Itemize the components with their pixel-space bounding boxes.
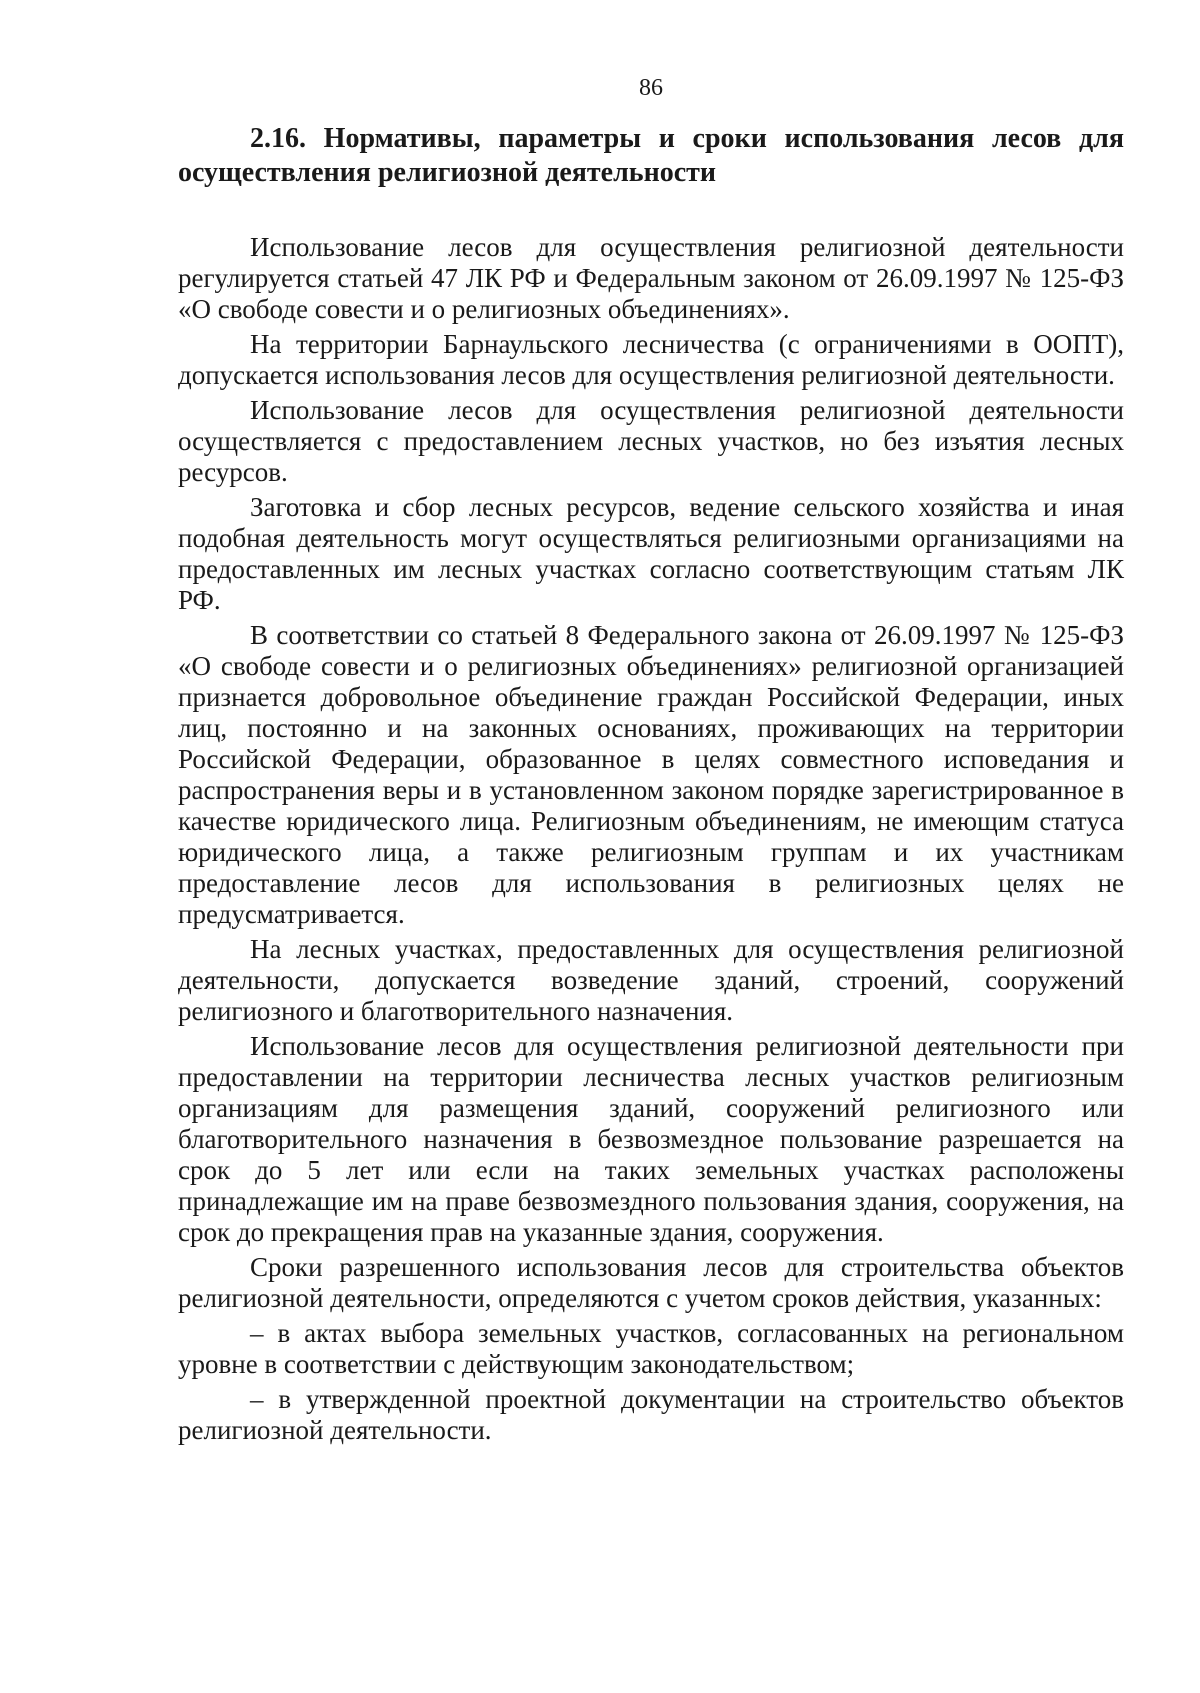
paragraph: Сроки разрешенного использования лесов для строительства объектов религиозной деятельности, определяются с учетом сроков действия, указанных: [178,1252,1124,1313]
paragraph: Использование лесов для осуществления религиозной деятельности регулируется статьей 47 ЛК РФ и Федеральным законом от 26.09.1997 № 125-ФЗ «О свободе совести и о религиозных объединениях». [178,232,1124,324]
paragraph: На территории Барнаульского лесничества (с ограничениями в ООПТ), допускается использования лесов для осуществления религиозной деятельности. [178,329,1124,390]
paragraph: На лесных участках, предоставленных для осуществления религиозной деятельности, допускается возведение зданий, строений, сооружений религиозного и благотворительного назначения. [178,934,1124,1026]
list-item: – в утвержденной проектной документации на строительство объектов религиозной деятельности. [178,1384,1124,1445]
section-heading: 2.16. Нормативы, параметры и сроки использования лесов для осуществления религиозной деятельности [178,123,1124,188]
paragraph: Использование лесов для осуществления религиозной деятельности при предоставлении на территории лесничества лесных участков религиозным организациям для размещения зданий, сооружений религиозного или благотворительного назначения в безвозмездное пользование разрешается на срок до 5 лет или если на таких земельных участках расположены принадлежащие им на праве безвозмездного пользования здания, сооружения, на срок до прекращения прав на указанные здания, сооружения. [178,1031,1124,1247]
paragraph: В соответствии со статьей 8 Федерального закона от 26.09.1997 № 125-ФЗ «О свободе совести и о религиозных объединениях» религиозной организацией признается добровольное объединение граждан Российской Федерации, иных лиц, постоянно и на законных основаниях, проживающих на территории Российской Федерации, образованное в целях совместного исповедания и распространения веры и в установленном законом порядке зарегистрированное в качестве юридического лица. Религиозным объединениям, не имеющим статуса юридического лица, а также религиозным группам и их участникам предоставление лесов для использования в религиозных целях не предусматривается. [178,620,1124,929]
list-item: – в актах выбора земельных участков, согласованных на региональном уровне в соответствии с действующим законодательством; [178,1318,1124,1379]
document-body [178,232,1124,1446]
paragraph: Использование лесов для осуществления религиозной деятельности осуществляется с предоставлением лесных участков, но без изъятия лесных ресурсов. [178,395,1124,487]
page-number: 86 [639,75,663,101]
paragraph: Заготовка и сбор лесных ресурсов, ведение сельского хозяйства и иная подобная деятельность могут осуществляться религиозными организациями на предоставленных им лесных участках согласно соответствующим статьям ЛК РФ. [178,492,1124,615]
document-page [178,72,1124,1450]
